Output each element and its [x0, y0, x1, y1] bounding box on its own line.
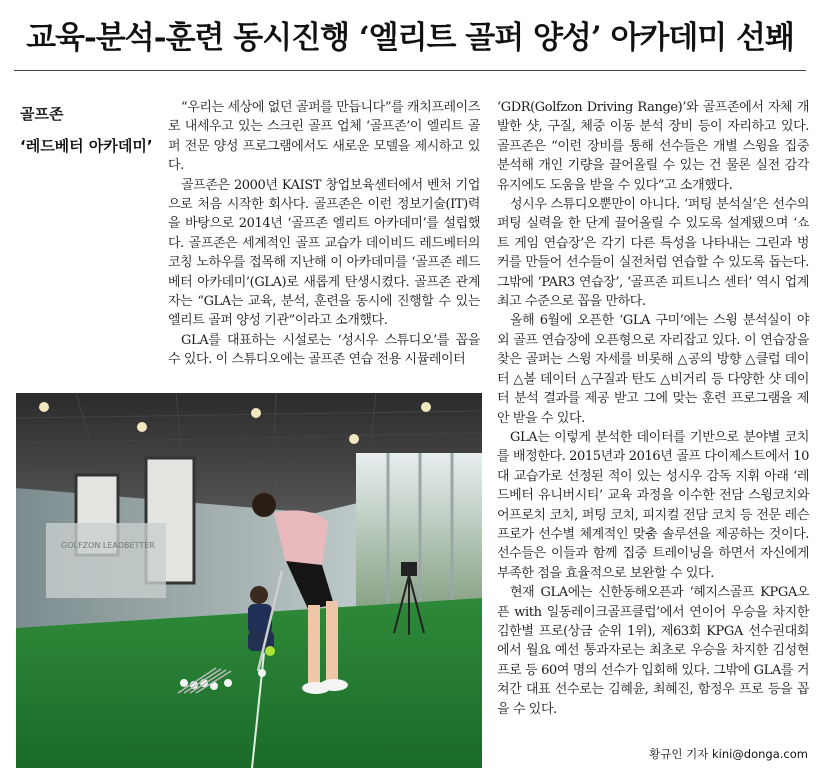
paragraph: 현재 GLA에는 신한동해오픈과 ‘헤지스골프 KPGA오픈 with 일동레이크골프클럽’에서 연이어 우승을 차지한 김한별 프로(상금 순위 1위), 제63회 KPGA 선수권대회에서 월요 예선 통과자로는 최초로 우승을 차지한 김성현 프로 등 60여 명의 선수가 입회해 있다. 그밖에 GLA를 거쳐간 대표 선수로는 김혜윤, 최혜진, 함정우 프로 등을 꼽을 수 있다.: [497, 585, 809, 717]
headline-rule: [14, 70, 806, 71]
wall-sign-text: GOLFZON LEADBETTER: [61, 541, 155, 550]
paragraph: GLA를 대표하는 시설로는 ‘성시우 스튜디오’를 꼽을 수 있다. 이 스튜디오에는 골프존 연습 전용 시뮬레이터: [168, 332, 480, 368]
article-column-1: [168, 98, 480, 370]
photo-illustration: [16, 393, 482, 768]
headline: 교육-분석-훈련 동시진행 ‘엘리트 골퍼 양성’ 아카데미 선봬: [26, 20, 794, 56]
paragraph: GLA는 이렇게 분석한 데이터를 기반으로 분야별 코치를 배정한다. 2015년과 2016년 골프 다이제스트에서 10대 교습가로 선정된 적이 있는 성시우 감독 지휘 아래 ‘레드베터 유니버시티’ 교육 과정을 이수한 전담 스윙코치와 어프로치 코치, 퍼팅 코치, 피지컬 전담 코치 등 전문 레슨 프로가 선수별 체계적인 맞춤 솔루션을 제공하는 것이다. 선수들은 이들과 함께 집중 트레이닝을 하면서 자신에게 부족한 점을 효율적으로 보완할 수 있다.: [497, 429, 809, 581]
article-column-2: [497, 98, 809, 719]
paragraph: 골프존은 2000년 KAIST 창업보육센터에서 벤처 기업으로 처음 시작한 회사다. 골프존은 이런 정보기술(IT)력을 바탕으로 2014년 ‘골프존 엘리트 아카데미’를 설립했다. 골프존은 세계적인 골프 교습가 데이비드 레드베터의 코칭 노하우를 접목해 지난해 이 아카데미를 ‘골프존 레드베터 아카데미’(GLA)로 새롭게 탄생시켰다. 골프존 관계자는 “GLA는 교육, 분석, 훈련을 동시에 진행할 수 있는 엘리트 골퍼 양성 기관”이라고 소개했다.: [168, 177, 480, 329]
photo-indoor-putting-studio: [16, 393, 482, 768]
kicker: [20, 98, 160, 162]
kicker-line-2: ‘레드베터 아카데미’: [20, 137, 153, 155]
paragraph: “우리는 세상에 없던 골퍼를 만듭니다”를 캐치프레이즈로 내세우고 있는 스크린 골프 업체 ‘골프존’이 엘리트 골퍼 전문 양성 프로그램에서도 새로운 모델을 제시하고 있다.: [168, 100, 480, 174]
paragraph: 성시우 스튜디오뿐만이 아니다. ‘퍼팅 분석실’은 선수의 퍼팅 실력을 한 단계 끌어올릴 수 있도록 설계됐으며 ‘쇼트 게임 연습장’은 각기 다른 특성을 나타내는 그린과 벙커를 만들어 선수들이 실전처럼 연습할 수 있도록 돕는다. 그밖에 ‘PAR3 연습장’, ‘골프존 피트니스 센터’ 역시 업계 최고 수준으로 꼽을 만하다.: [497, 197, 809, 310]
paragraph-continued: ‘GDR(Golfzon Driving Range)’와 골프존에서 자체 개발한 샷, 구질, 체중 이동 분석 장비 등이 자리하고 있다. 골프존은 “이런 장비를 통해 선수들은 개별 스윙을 집중 분석해 개인 기량을 끌어올릴 수 있는 건 물론 실전 감각 유지에도 도움을 받을 수 있다”고 소개했다.: [497, 100, 809, 193]
kicker-line-1: 골프존: [20, 105, 64, 123]
paragraph: 올해 6월에 오픈한 ‘GLA 구미’에는 스윙 분석실이 야외 골프 연습장에 오픈형으로 자리잡고 있다. 이 연습장을 찾은 골퍼는 스윙 자세를 비롯해 △공의 방향 △클럽 데이터 △볼 데이터 △구질과 탄도 △비거리 등 다양한 샷 데이터 분석 결과를 제공 받고 그에 맞는 훈련 프로그램을 제안 받을 수 있다.: [497, 313, 809, 426]
byline: 황규인 기자 kini@donga.com: [649, 747, 808, 761]
